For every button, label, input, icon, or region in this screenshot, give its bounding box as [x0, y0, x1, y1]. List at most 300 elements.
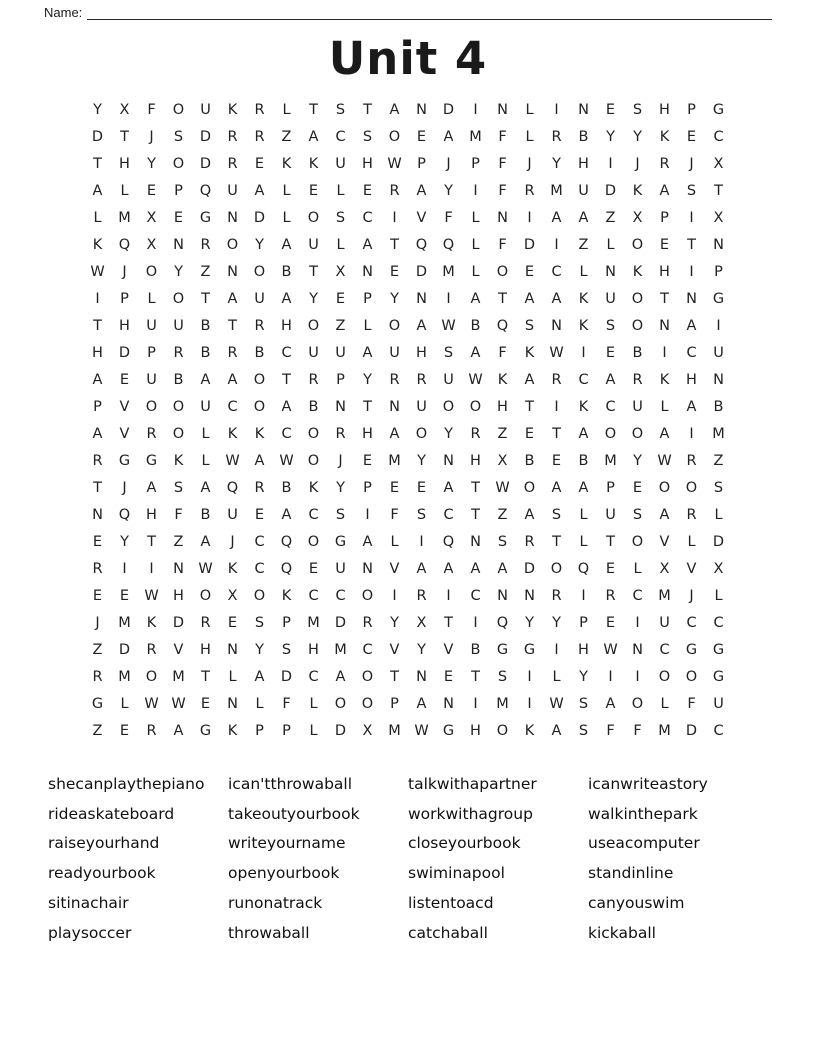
- grid-letter: T: [201, 290, 210, 307]
- grid-letter: B: [470, 641, 481, 658]
- grid-letter: R: [551, 128, 562, 145]
- grid-letter: A: [578, 209, 589, 226]
- grid-letter: H: [497, 398, 508, 415]
- grid-letter: A: [416, 317, 427, 334]
- grid-letter: L: [714, 506, 723, 523]
- grid-letter: P: [579, 614, 588, 631]
- grid-letter: Y: [309, 290, 318, 307]
- grid-letter: M: [496, 695, 509, 712]
- grid-letter: U: [659, 614, 670, 631]
- grid-letter: N: [497, 587, 508, 604]
- grid-letter: J: [635, 155, 640, 172]
- grid-letter: A: [524, 290, 535, 307]
- grid-letter: Y: [633, 452, 642, 469]
- grid-letter: K: [308, 479, 319, 496]
- grid-letter: A: [200, 533, 211, 550]
- grid-row: [84, 636, 732, 663]
- name-blank-line: [87, 6, 772, 20]
- grid-letter: S: [632, 506, 643, 523]
- grid-letter: C: [443, 506, 454, 523]
- grid-letter: P: [390, 695, 399, 712]
- grid-letter: E: [362, 182, 373, 199]
- grid-letter: N: [92, 506, 103, 523]
- grid-letter: Y: [174, 263, 183, 280]
- grid-letter: U: [443, 371, 454, 388]
- grid-letter: K: [254, 425, 265, 442]
- grid-letter: H: [281, 317, 292, 334]
- grid-letter: G: [442, 722, 455, 739]
- grid-letter: X: [146, 236, 157, 253]
- grid-letter: U: [713, 695, 724, 712]
- grid-letter: K: [632, 263, 643, 280]
- grid-letter: A: [92, 371, 103, 388]
- grid-letter: R: [227, 155, 238, 172]
- grid-letter: R: [416, 587, 427, 604]
- grid-letter: S: [497, 668, 508, 685]
- grid-letter: A: [686, 317, 697, 334]
- grid-letter: O: [388, 128, 401, 145]
- grid-letter: O: [145, 398, 158, 415]
- grid-letter: I: [122, 560, 127, 577]
- grid-letter: Y: [120, 533, 129, 550]
- grid-letter: L: [120, 182, 129, 199]
- grid-letter: I: [635, 614, 640, 631]
- grid-letter: A: [254, 182, 265, 199]
- grid-letter: N: [173, 560, 184, 577]
- grid-letter: Y: [390, 290, 399, 307]
- grid-letter: N: [578, 101, 589, 118]
- grid-letter: I: [554, 236, 559, 253]
- grid-letter: S: [335, 101, 346, 118]
- grid-letter: T: [309, 101, 318, 118]
- grid-letter: L: [579, 263, 588, 280]
- grid-letter: O: [550, 560, 563, 577]
- grid-letter: A: [389, 101, 400, 118]
- grid-letter: O: [523, 479, 536, 496]
- grid-letter: K: [524, 722, 535, 739]
- grid-letter: O: [334, 695, 347, 712]
- grid-letter: Q: [118, 236, 131, 253]
- grid-letter: R: [254, 128, 265, 145]
- grid-letter: S: [686, 182, 697, 199]
- grid-letter: H: [119, 317, 130, 334]
- grid-letter: H: [362, 155, 373, 172]
- grid-letter: W: [198, 560, 213, 577]
- grid-letter: E: [119, 722, 130, 739]
- grid-letter: W: [279, 452, 294, 469]
- grid-letter: J: [689, 587, 694, 604]
- grid-letter: A: [551, 209, 562, 226]
- grid-letter: K: [227, 722, 238, 739]
- grid-letter: E: [92, 533, 103, 550]
- grid-letter: N: [443, 452, 454, 469]
- word-list-column: [408, 770, 588, 948]
- grid-letter: C: [713, 128, 724, 145]
- grid-letter: A: [254, 452, 265, 469]
- grid-letter: Q: [442, 533, 455, 550]
- grid-letter: R: [227, 344, 238, 361]
- grid-letter: K: [632, 182, 643, 199]
- grid-letter: I: [365, 506, 370, 523]
- word-item: raiseyourhand: [48, 834, 160, 853]
- grid-letter: D: [118, 641, 131, 658]
- grid-letter: U: [578, 182, 589, 199]
- grid-letter: C: [308, 506, 319, 523]
- grid-letter: X: [497, 452, 508, 469]
- grid-letter: O: [415, 425, 428, 442]
- grid-row: [84, 501, 732, 528]
- grid-letter: A: [659, 182, 670, 199]
- grid-letter: O: [307, 452, 320, 469]
- grid-letter: D: [280, 668, 293, 685]
- grid-letter: S: [713, 479, 724, 496]
- grid-letter: L: [579, 506, 588, 523]
- word-list: [48, 770, 816, 948]
- grid-letter: X: [335, 263, 346, 280]
- grid-letter: A: [335, 668, 346, 685]
- grid-letter: E: [308, 560, 319, 577]
- grid-row: [84, 339, 732, 366]
- grid-letter: R: [146, 425, 157, 442]
- grid-letter: K: [578, 398, 589, 415]
- grid-letter: E: [551, 452, 562, 469]
- grid-letter: Q: [415, 236, 428, 253]
- grid-letter: O: [604, 425, 617, 442]
- grid-letter: O: [172, 290, 185, 307]
- grid-letter: R: [254, 479, 265, 496]
- grid-letter: I: [608, 668, 613, 685]
- grid-row: [84, 366, 732, 393]
- grid-letter: Z: [713, 452, 724, 469]
- grid-letter: O: [253, 263, 266, 280]
- grid-letter: O: [172, 101, 185, 118]
- grid-letter: F: [498, 236, 507, 253]
- word-item: canyouswim: [588, 893, 685, 912]
- grid-letter: O: [253, 371, 266, 388]
- grid-letter: O: [361, 587, 374, 604]
- grid-letter: C: [551, 263, 562, 280]
- grid-letter: N: [605, 263, 616, 280]
- grid-letter: H: [578, 641, 589, 658]
- grid-letter: T: [498, 290, 507, 307]
- grid-letter: X: [119, 101, 130, 118]
- grid-letter: D: [172, 614, 185, 631]
- grid-letter: B: [470, 317, 481, 334]
- grid-letter: S: [578, 722, 589, 739]
- word-item: workwithagroup: [408, 804, 533, 823]
- grid-letter: D: [118, 344, 131, 361]
- grid-row: [84, 96, 732, 123]
- grid-letter: A: [551, 479, 562, 496]
- grid-letter: O: [145, 263, 158, 280]
- grid-letter: W: [225, 452, 240, 469]
- grid-letter: E: [254, 155, 265, 172]
- grid-letter: S: [173, 128, 184, 145]
- grid-letter: A: [362, 236, 373, 253]
- word-item: runonatrack: [228, 893, 323, 912]
- grid-letter: C: [281, 344, 292, 361]
- grid-letter: M: [442, 263, 455, 280]
- grid-letter: X: [659, 560, 670, 577]
- grid-letter: B: [200, 317, 211, 334]
- grid-letter: O: [658, 479, 671, 496]
- grid-row: [84, 447, 732, 474]
- grid-letter: R: [92, 668, 103, 685]
- grid-letter: T: [93, 479, 102, 496]
- grid-letter: B: [632, 344, 643, 361]
- word-item: readyourbook: [48, 864, 156, 883]
- word-item: throwaball: [228, 923, 310, 942]
- grid-letter: P: [606, 479, 615, 496]
- grid-letter: H: [173, 587, 184, 604]
- grid-letter: A: [659, 425, 670, 442]
- grid-letter: Y: [552, 155, 561, 172]
- grid-letter: N: [713, 236, 724, 253]
- grid-row: [84, 231, 732, 258]
- grid-letter: H: [578, 155, 589, 172]
- grid-letter: M: [118, 209, 131, 226]
- grid-letter: T: [471, 668, 480, 685]
- grid-letter: A: [227, 290, 238, 307]
- grid-letter: I: [527, 668, 532, 685]
- word-item: standinline: [588, 864, 674, 883]
- grid-letter: I: [716, 317, 721, 334]
- grid-row: [84, 663, 732, 690]
- grid-letter: N: [497, 101, 508, 118]
- word-item: writeyourname: [228, 834, 346, 853]
- grid-letter: B: [200, 344, 211, 361]
- grid-letter: Z: [497, 506, 508, 523]
- grid-letter: G: [118, 452, 131, 469]
- grid-letter: O: [172, 425, 185, 442]
- grid-letter: P: [93, 398, 102, 415]
- grid-letter: N: [227, 641, 238, 658]
- grid-letter: D: [523, 560, 536, 577]
- grid-letter: B: [524, 452, 535, 469]
- grid-letter: D: [442, 101, 455, 118]
- grid-letter: W: [495, 479, 510, 496]
- word-item: openyourbook: [228, 864, 340, 883]
- grid-letter: T: [471, 479, 480, 496]
- grid-letter: E: [254, 506, 265, 523]
- grid-letter: M: [712, 425, 725, 442]
- grid-letter: I: [527, 695, 532, 712]
- grid-letter: A: [227, 371, 238, 388]
- grid-letter: B: [254, 344, 265, 361]
- grid-letter: T: [363, 398, 372, 415]
- grid-letter: V: [119, 398, 130, 415]
- grid-letter: M: [172, 668, 185, 685]
- grid-letter: I: [419, 533, 424, 550]
- grid-letter: U: [335, 155, 346, 172]
- grid-letter: H: [119, 155, 130, 172]
- grid-letter: V: [119, 425, 130, 442]
- grid-row: [84, 555, 732, 582]
- grid-letter: Q: [577, 560, 590, 577]
- grid-letter: Z: [578, 236, 589, 253]
- grid-letter: R: [200, 236, 211, 253]
- word-item: icanwriteastory: [588, 775, 708, 793]
- grid-letter: E: [308, 182, 319, 199]
- grid-letter: F: [498, 344, 507, 361]
- grid-letter: T: [714, 182, 723, 199]
- grid-letter: P: [417, 155, 426, 172]
- grid-letter: A: [92, 425, 103, 442]
- grid-letter: L: [336, 236, 345, 253]
- grid-letter: M: [469, 128, 482, 145]
- grid-letter: I: [446, 587, 451, 604]
- grid-letter: H: [470, 722, 481, 739]
- grid-letter: M: [550, 182, 563, 199]
- grid-letter: A: [470, 290, 481, 307]
- grid-letter: M: [604, 452, 617, 469]
- grid-letter: N: [551, 317, 562, 334]
- grid-letter: E: [605, 560, 616, 577]
- grid-letter: E: [686, 128, 697, 145]
- grid-letter: T: [147, 533, 156, 550]
- grid-letter: U: [416, 398, 427, 415]
- grid-letter: Z: [200, 263, 211, 280]
- word-item: talkwithapartner: [408, 775, 537, 793]
- grid-letter: O: [469, 398, 482, 415]
- grid-letter: A: [551, 722, 562, 739]
- grid-letter: U: [308, 344, 319, 361]
- grid-letter: N: [335, 398, 346, 415]
- grid-letter: Y: [552, 614, 561, 631]
- grid-letter: A: [470, 560, 481, 577]
- grid-letter: M: [388, 452, 401, 469]
- grid-letter: P: [363, 290, 372, 307]
- grid-letter: P: [174, 182, 183, 199]
- grid-letter: V: [389, 641, 400, 658]
- grid-letter: T: [552, 533, 561, 550]
- grid-letter: E: [632, 479, 643, 496]
- grid-letter: R: [551, 371, 562, 388]
- grid-letter: Q: [118, 506, 131, 523]
- grid-letter: G: [496, 641, 509, 658]
- grid-letter: O: [631, 236, 644, 253]
- grid-letter: M: [118, 668, 131, 685]
- grid-letter: R: [416, 371, 427, 388]
- grid-letter: D: [685, 722, 698, 739]
- grid-letter: A: [200, 479, 211, 496]
- grid-letter: A: [362, 533, 373, 550]
- grid-letter: A: [146, 479, 157, 496]
- grid-letter: A: [281, 398, 292, 415]
- grid-letter: A: [578, 425, 589, 442]
- grid-row: [84, 177, 732, 204]
- word-item: catchaball: [408, 923, 488, 942]
- word-item: takeoutyourbook: [228, 804, 360, 823]
- grid-letter: L: [660, 695, 669, 712]
- grid-letter: S: [362, 128, 373, 145]
- grid-letter: Q: [280, 533, 293, 550]
- grid-letter: R: [551, 587, 562, 604]
- grid-letter: S: [551, 506, 562, 523]
- grid-letter: G: [199, 722, 212, 739]
- grid-letter: Q: [199, 182, 212, 199]
- grid-letter: H: [308, 641, 319, 658]
- grid-letter: O: [199, 587, 212, 604]
- grid-letter: L: [471, 236, 480, 253]
- grid-letter: R: [389, 182, 400, 199]
- grid-letter: S: [524, 317, 535, 334]
- grid-letter: U: [308, 236, 319, 253]
- grid-letter: S: [416, 506, 427, 523]
- grid-letter: J: [122, 479, 127, 496]
- grid-letter: M: [658, 587, 671, 604]
- grid-letter: E: [119, 587, 130, 604]
- grid-letter: C: [470, 587, 481, 604]
- grid-letter: O: [631, 290, 644, 307]
- grid-letter: F: [498, 128, 507, 145]
- grid-letter: C: [308, 668, 319, 685]
- grid-letter: P: [336, 371, 345, 388]
- grid-row: [84, 150, 732, 177]
- grid-letter: U: [335, 560, 346, 577]
- grid-letter: R: [632, 371, 643, 388]
- grid-letter: I: [446, 290, 451, 307]
- grid-letter: P: [255, 722, 264, 739]
- grid-letter: G: [91, 695, 104, 712]
- grid-letter: D: [91, 128, 104, 145]
- grid-letter: O: [253, 398, 266, 415]
- word-item: rideaskateboard: [48, 804, 175, 823]
- grid-letter: U: [146, 371, 157, 388]
- grid-letter: T: [93, 317, 102, 334]
- grid-letter: I: [392, 209, 397, 226]
- grid-letter: H: [470, 452, 481, 469]
- grid-letter: L: [120, 695, 129, 712]
- grid-letter: A: [659, 506, 670, 523]
- grid-letter: C: [578, 371, 589, 388]
- grid-letter: V: [173, 641, 184, 658]
- grid-letter: N: [713, 371, 724, 388]
- grid-letter: B: [281, 263, 292, 280]
- grid-letter: R: [308, 371, 319, 388]
- grid-letter: A: [443, 128, 454, 145]
- grid-letter: N: [227, 695, 238, 712]
- grid-letter: N: [227, 209, 238, 226]
- grid-letter: R: [92, 452, 103, 469]
- grid-letter: C: [686, 614, 697, 631]
- grid-letter: I: [554, 101, 559, 118]
- grid-letter: M: [658, 722, 671, 739]
- grid-letter: I: [473, 614, 478, 631]
- word-list-column: [228, 770, 408, 948]
- grid-letter: A: [605, 695, 616, 712]
- grid-letter: N: [173, 236, 184, 253]
- grid-letter: Y: [444, 182, 453, 199]
- grid-letter: W: [414, 722, 429, 739]
- grid-letter: S: [254, 614, 265, 631]
- grid-letter: N: [659, 317, 670, 334]
- worksheet-title: Unit 4: [328, 32, 488, 85]
- grid-letter: L: [309, 695, 318, 712]
- grid-letter: E: [335, 290, 346, 307]
- grid-letter: X: [362, 722, 373, 739]
- grid-letter: L: [390, 533, 399, 550]
- grid-letter: K: [227, 425, 238, 442]
- grid-letter: E: [200, 695, 211, 712]
- grid-letter: C: [335, 587, 346, 604]
- grid-letter: M: [118, 614, 131, 631]
- grid-letter: F: [687, 695, 696, 712]
- grid-letter: S: [335, 209, 346, 226]
- grid-letter: W: [387, 155, 402, 172]
- grid-letter: U: [605, 290, 616, 307]
- word-item: kickaball: [588, 923, 656, 942]
